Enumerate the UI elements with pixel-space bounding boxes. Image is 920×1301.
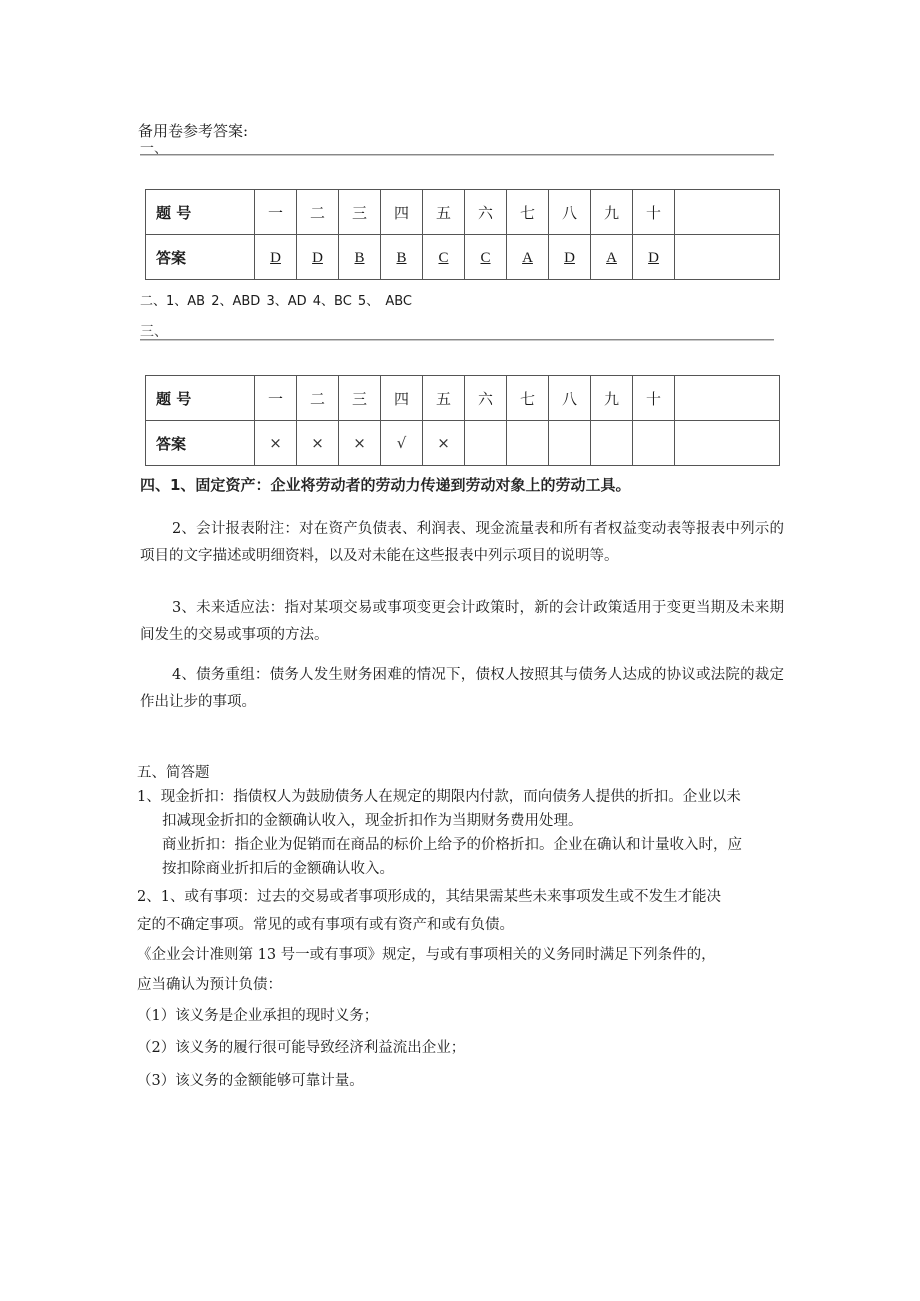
question-number: 十 [633, 190, 675, 235]
question-number: 九 [591, 376, 633, 421]
condition-item: （2）该义务的履行很可能导致经济利益流出企业； [137, 1040, 466, 1056]
answer-line: 《企业会计准则第 13 号一或有事项》规定，与或有事项相关的义务同时满足下列条件的， [137, 947, 716, 963]
judgment-mark [591, 421, 633, 466]
answer-label: 答案 [146, 421, 255, 466]
answer-value: D [312, 249, 323, 266]
question-number: 四 [381, 190, 423, 235]
short-answer-heading: 五、简答题 [137, 765, 210, 781]
question-number: 十 [633, 376, 675, 421]
answer-value: D [648, 249, 659, 266]
answer-value: C [438, 249, 449, 266]
answer-line: 2、1、或有事项：过去的交易或者事项形成的，其结果需某些未来事项发生或不发生才能决 [137, 889, 721, 905]
answer-value: A [522, 249, 533, 266]
table-row [146, 235, 780, 280]
question-number: 八 [549, 376, 591, 421]
header-label: 题 号 [146, 376, 255, 421]
question-number: 一 [255, 190, 297, 235]
term-definition-4: 4、债务重组：债务人发生财务困难的情况下，债权人按照其与债务人达成的协议或法院的裁定作出让步的事项。 [140, 667, 784, 710]
section3-heading: 三、 [140, 324, 168, 340]
question-number: 六 [465, 190, 507, 235]
table-row [146, 190, 780, 235]
table-row [146, 421, 780, 466]
judgment-mark: √ [381, 421, 423, 466]
judgment-mark: × [423, 421, 465, 466]
term-definition-3: 3、未来适应法：指对某项交易或事项变更会计政策时，新的会计政策适用于变更当期及未来期间发生的交易或事项的方法。 [140, 600, 784, 643]
answer-value: D [564, 249, 575, 266]
section1-heading: 一、 [140, 141, 168, 157]
judgment-mark [549, 421, 591, 466]
question-number: 三 [339, 376, 381, 421]
question-number: 四 [381, 376, 423, 421]
question-number: 九 [591, 190, 633, 235]
section3-rule [140, 339, 774, 341]
section1-rule [140, 154, 774, 156]
answer-line: 1、现金折扣：指债权人为鼓励债务人在规定的期限内付款，而向债务人提供的折扣。企业以未 [137, 789, 741, 805]
empty-cell [675, 190, 780, 235]
question-number: 六 [465, 376, 507, 421]
answer-value: A [606, 249, 617, 266]
table-row [146, 376, 780, 421]
header-label: 题 号 [146, 190, 255, 235]
multiple-choice-answers: 二、1、AB 2、ABD 3、AD 4、BC 5、 ABC [140, 294, 412, 309]
question-number: 一 [255, 376, 297, 421]
question-number: 二 [297, 376, 339, 421]
term-definition-1: 四、1、固定资产：企业将劳动者的劳动力传递到劳动对象上的劳动工具。 [140, 476, 631, 494]
question-number: 二 [297, 190, 339, 235]
question-number: 三 [339, 190, 381, 235]
term-definition-2: 2、会计报表附注：对在资产负债表、利润表、现金流量表和所有者权益变动表等报表中列示的项目的文字描述或明细资料，以及对未能在这些报表中列示项目的说明等。 [140, 521, 784, 564]
page-title: 备用卷参考答案: [138, 122, 249, 140]
question-number: 七 [507, 190, 549, 235]
answer-value: B [396, 249, 407, 266]
condition-item: （3）该义务的金额能够可靠计量。 [137, 1073, 364, 1089]
judgment-mark: × [255, 421, 297, 466]
answer-value: D [270, 249, 281, 266]
answer-label: 答案 [146, 235, 255, 280]
question-number: 五 [423, 190, 465, 235]
question-number: 七 [507, 376, 549, 421]
section1-answer-table [145, 189, 780, 280]
empty-cell [675, 235, 780, 280]
answer-line: 扣减现金折扣的金额确认收入，现金折扣作为当期财务费用处理。 [162, 813, 583, 829]
empty-cell [675, 421, 780, 466]
empty-cell [675, 376, 780, 421]
judgment-mark [507, 421, 549, 466]
answer-value: C [480, 249, 491, 266]
judgment-mark: × [339, 421, 381, 466]
answer-line: 应当确认为预计负债： [137, 977, 282, 993]
judgment-mark: × [297, 421, 339, 466]
answer-value: B [354, 249, 365, 266]
answer-line: 按扣除商业折扣后的金额确认收入。 [162, 861, 394, 877]
answer-line: 定的不确定事项。常见的或有事项有或有资产和或有负债。 [137, 917, 514, 933]
section3-answer-table [145, 375, 780, 466]
judgment-mark [633, 421, 675, 466]
answer-line: 商业折扣：指企业为促销而在商品的标价上给予的价格折扣。企业在确认和计量收入时，应 [162, 837, 742, 853]
question-number: 八 [549, 190, 591, 235]
judgment-mark [465, 421, 507, 466]
condition-item: （1）该义务是企业承担的现时义务； [137, 1008, 379, 1024]
question-number: 五 [423, 376, 465, 421]
